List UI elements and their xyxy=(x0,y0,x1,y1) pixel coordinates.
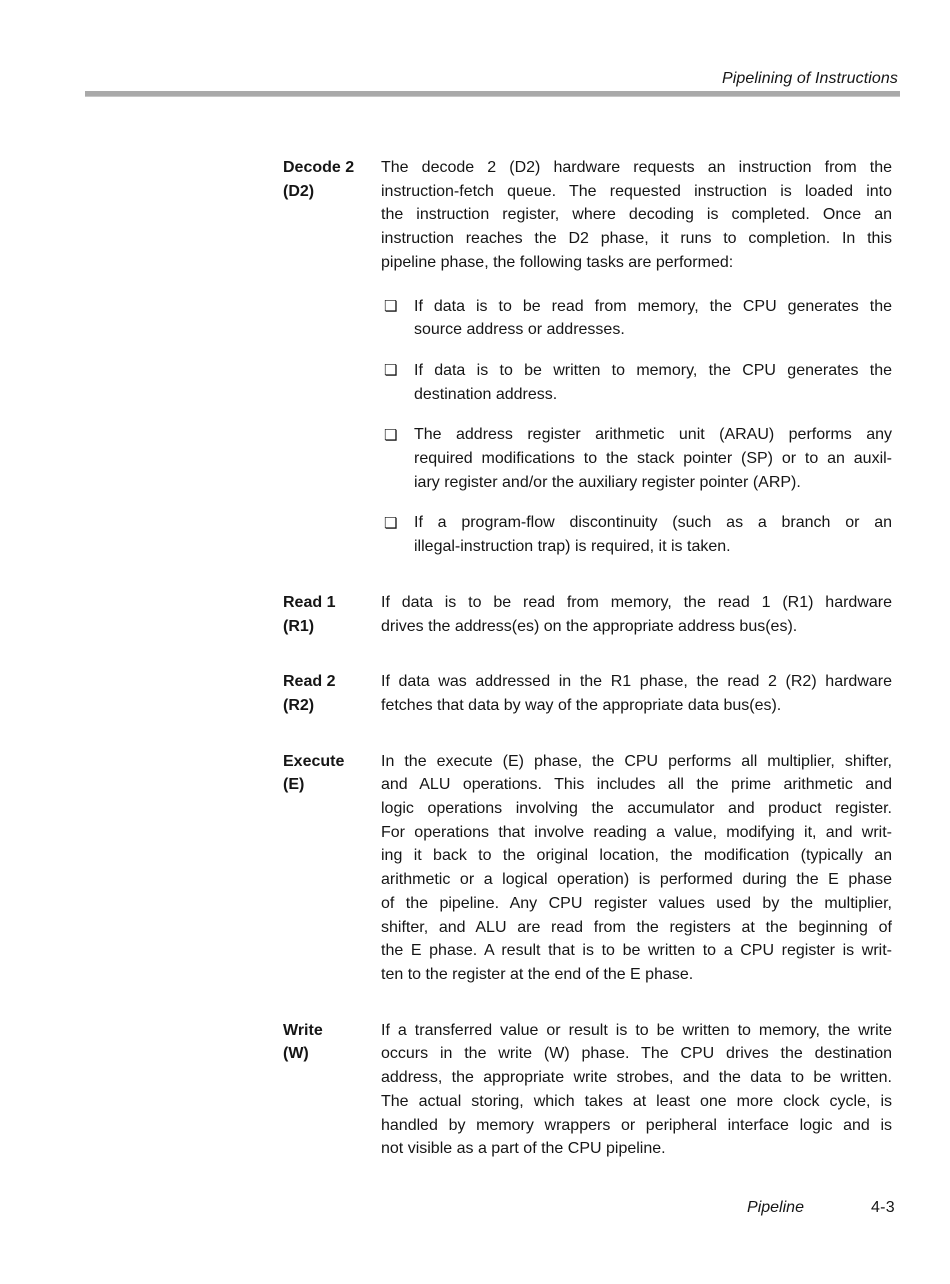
text-line: not visible as a part of the CPU pipeline. xyxy=(381,1140,666,1158)
pipeline-phase-section xyxy=(283,670,895,717)
text-line: instruction reaches the D2 phase, it runs to completion. In this xyxy=(381,230,892,248)
phase-label xyxy=(283,670,381,717)
phase-description xyxy=(381,670,892,717)
square-bullet-icon: ❏ xyxy=(384,513,398,532)
text-line: iary register and/or the auxiliary register pointer (ARP). xyxy=(414,473,801,491)
text-line: the E phase. A result that is to be written to a CPU register is writ- xyxy=(381,942,892,960)
phase-label-line: Decode 2 xyxy=(283,159,355,176)
footer-chapter-title: Pipeline xyxy=(747,1199,804,1216)
text-line: The actual storing, which takes at least one more clock cycle, is xyxy=(381,1092,892,1110)
square-bullet-icon: ❏ xyxy=(384,297,398,316)
text-line: pipeline phase, the following tasks are performed: xyxy=(381,253,734,271)
paragraph xyxy=(381,670,892,717)
bullet-list-item xyxy=(381,511,892,558)
text-line: If data was addressed in the R1 phase, the read 2 (R2) hardware xyxy=(381,673,892,691)
square-bullet-icon: ❏ xyxy=(384,425,398,444)
text-line: instruction-fetch queue. The requested instruction is loaded into xyxy=(381,182,892,200)
phase-label xyxy=(283,1019,381,1066)
phase-label xyxy=(283,156,381,203)
phase-label-line: Execute xyxy=(283,752,345,770)
text-line: arithmetic or a logical operation) is performed during the E phase xyxy=(381,871,892,889)
text-line: source address or addresses. xyxy=(414,321,625,339)
paragraph xyxy=(381,1019,892,1161)
text-line: and ALU operations. This includes all the prime arithmetic and xyxy=(381,776,892,794)
bullet-list-item xyxy=(381,295,892,342)
paragraph xyxy=(381,156,892,275)
phase-label-line: (R2) xyxy=(283,696,315,714)
footer-page-number: 4-3 xyxy=(870,1199,895,1216)
bullet-text xyxy=(414,359,892,406)
text-line: The address register arithmetic unit (ARAU) performs any xyxy=(414,426,892,444)
pipeline-phase-section xyxy=(283,1019,895,1161)
text-line: ten to the register at the end of the E phase. xyxy=(381,965,694,983)
text-line: If a transferred value or result is to be written to memory, the write xyxy=(381,1021,892,1039)
pipeline-phase-section xyxy=(283,591,895,638)
phase-label-line: Write xyxy=(283,1021,323,1039)
bullet-list-item xyxy=(381,359,892,406)
phase-label-line: (D2) xyxy=(283,182,315,200)
bullet-text xyxy=(414,295,892,342)
page-footer xyxy=(747,1199,895,1217)
phase-label xyxy=(283,591,381,638)
text-line: shifter, and ALU are read from the registers at the beginning of xyxy=(381,918,892,936)
phase-label-line: Read 1 xyxy=(283,593,336,611)
square-bullet-icon: ❏ xyxy=(384,361,398,380)
pipeline-phase-section xyxy=(283,156,895,559)
text-line: fetches that data by way of the appropriate data bus(es). xyxy=(381,696,782,714)
text-line: If data is to be read from memory, the read 1 (R1) hardware xyxy=(381,593,892,611)
phase-description xyxy=(381,591,892,638)
text-line: In the execute (E) phase, the CPU performs all multiplier, shifter, xyxy=(381,752,892,770)
text-line: destination address. xyxy=(414,385,558,403)
text-line: For operations that involve reading a value, modifying it, and writ- xyxy=(381,823,892,841)
bullet-text xyxy=(414,423,892,494)
content-sections xyxy=(283,156,895,1161)
paragraph xyxy=(381,591,892,638)
phase-description xyxy=(381,750,892,987)
phase-label-line: (E) xyxy=(283,776,305,794)
text-line: occurs in the write (W) phase. The CPU drives the destination xyxy=(381,1045,892,1063)
header-rule xyxy=(85,91,900,97)
phase-label xyxy=(283,750,381,797)
phase-label-line: (R1) xyxy=(283,617,315,635)
text-line: If a program-flow discontinuity (such as a branch or an xyxy=(414,514,892,532)
text-line: drives the address(es) on the appropriate address bus(es). xyxy=(381,617,798,635)
text-line: the instruction register, where decoding is completed. Once an xyxy=(381,206,892,224)
text-line: If data is to be written to memory, the CPU generates the xyxy=(414,361,892,379)
text-line: logic operations involving the accumulator and product register. xyxy=(381,800,892,818)
phase-description xyxy=(381,156,892,559)
text-line: illegal-instruction trap) is required, it is taken. xyxy=(414,538,731,556)
text-line: If data is to be read from memory, the CPU generates the xyxy=(414,297,892,315)
phase-description xyxy=(381,1019,892,1161)
text-line: The decode 2 (D2) hardware requests an instruction from the xyxy=(381,159,892,176)
bullet-list-item xyxy=(381,423,892,494)
pipeline-phase-section xyxy=(283,750,895,987)
running-head-title: Pipelining of Instructions xyxy=(721,70,898,87)
text-line: handled by memory wrappers or peripheral interface logic and is xyxy=(381,1116,892,1134)
phase-label-line: (W) xyxy=(283,1045,309,1063)
phase-label-line: Read 2 xyxy=(283,673,336,691)
paragraph xyxy=(381,750,892,987)
text-line: ing it back to the original location, the modification (typically an xyxy=(381,847,892,865)
text-line: address, the appropriate write strobes, and the data to be written. xyxy=(381,1069,892,1087)
bullet-text xyxy=(414,511,892,558)
text-line: of the pipeline. Any CPU register values used by the multiplier, xyxy=(381,894,892,912)
text-line: required modifications to the stack pointer (SP) or to an auxil- xyxy=(414,450,892,468)
